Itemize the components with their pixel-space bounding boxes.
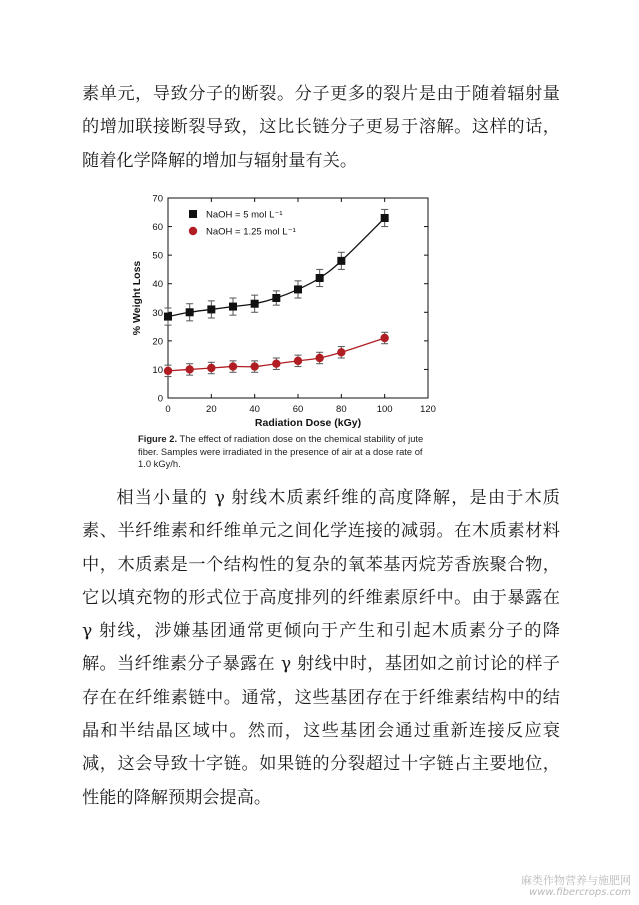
site-watermark: [521, 875, 631, 899]
data-point-circle: [229, 362, 237, 370]
chart-legend: [189, 210, 296, 238]
data-point-circle: [272, 360, 280, 368]
data-point-circle: [380, 334, 388, 342]
data-point-square: [381, 214, 389, 222]
y-tick-label: 40: [152, 279, 163, 291]
y-tick-label: 50: [152, 250, 163, 262]
x-axis-label: Radiation Dose (kGy): [254, 417, 362, 429]
data-point-circle: [207, 364, 215, 372]
watermark-name: 麻类作物营养与施肥网: [521, 874, 631, 887]
y-tick-label: 10: [152, 364, 163, 376]
figure-caption: [138, 433, 438, 471]
x-tick-label: 20: [206, 404, 217, 415]
data-point-square: [207, 305, 215, 313]
data-point-circle: [185, 365, 193, 373]
data-point-circle: [164, 367, 172, 375]
paragraph-1: 素单元，导致分子的断裂。分子更多的裂片是由于随着辐射量的增加联接断裂导致，这比长链分子更易于溶解。这样的话，随着化学降解的增加与辐射量有关。: [82, 84, 560, 171]
x-tick-label: 100: [376, 404, 393, 415]
data-point-square: [337, 257, 345, 265]
figure-caption-text: The effect of radiation dose on the chemical stability of jute fiber. Samples were irradiated in the presence of air at a dose rate of 1.0 kGy/h.: [138, 433, 424, 469]
x-tick-label: 120: [420, 404, 436, 415]
legend-marker-square: [189, 210, 197, 218]
figure-caption-label: Figure 2.: [138, 433, 178, 444]
legend-label: NaOH = 5 mol L⁻¹: [206, 209, 283, 221]
data-point-square: [251, 300, 259, 308]
paragraph-2: 相当小量的 γ 射线木质素纤维的高度降解，是由于木质素、半纤维素和纤维单元之间化学连接的减弱。在木质素材料中，木质素是一个结构性的复杂的氧苯基丙烷芳香族聚合物，它以填充物的形式位于高度排列的纤维素原纤中。由于暴露在 γ 射线，涉嫌基团通常更倾向于产生和引起木质素分子的降解。当纤维素分子暴露在 γ 射线中时，基团如之前讨论的样子存在在纤维素链中。通常，这些基团存在于纤维素结构中的结晶和半结晶区域中。然而，这些基团会通过重新连接反应衰减，这会导致十字链。如果链的分裂超过十字链占主要地位，性能的降解预期会提高。: [82, 488, 560, 808]
x-tick-label: 0: [165, 404, 171, 415]
legend-label: NaOH = 1.25 mol L⁻¹: [206, 226, 296, 238]
y-axis-label: % Weight Loss: [131, 260, 143, 336]
watermark-url: www.fibercrops.com: [529, 887, 631, 898]
y-tick-label: 30: [152, 307, 163, 319]
weight-loss-chart: [118, 186, 448, 431]
y-tick-label: 20: [152, 336, 163, 348]
data-point-square: [229, 303, 237, 311]
data-point-square: [294, 285, 302, 293]
data-point-square: [164, 313, 172, 321]
data-point-square: [272, 294, 280, 302]
x-tick-label: 40: [249, 404, 260, 415]
x-tick-label: 80: [336, 404, 347, 415]
y-tick-label: 0: [157, 393, 163, 405]
y-tick-label: 70: [152, 193, 163, 205]
x-tick-label: 60: [292, 404, 304, 415]
data-point-square: [186, 308, 194, 316]
data-point-circle: [294, 357, 302, 365]
legend-marker-circle: [189, 227, 197, 235]
data-point-circle: [315, 354, 323, 362]
y-tick-label: 60: [152, 222, 163, 234]
data-point-circle: [337, 348, 345, 356]
data-point-square: [316, 274, 324, 282]
data-point-circle: [250, 362, 258, 370]
